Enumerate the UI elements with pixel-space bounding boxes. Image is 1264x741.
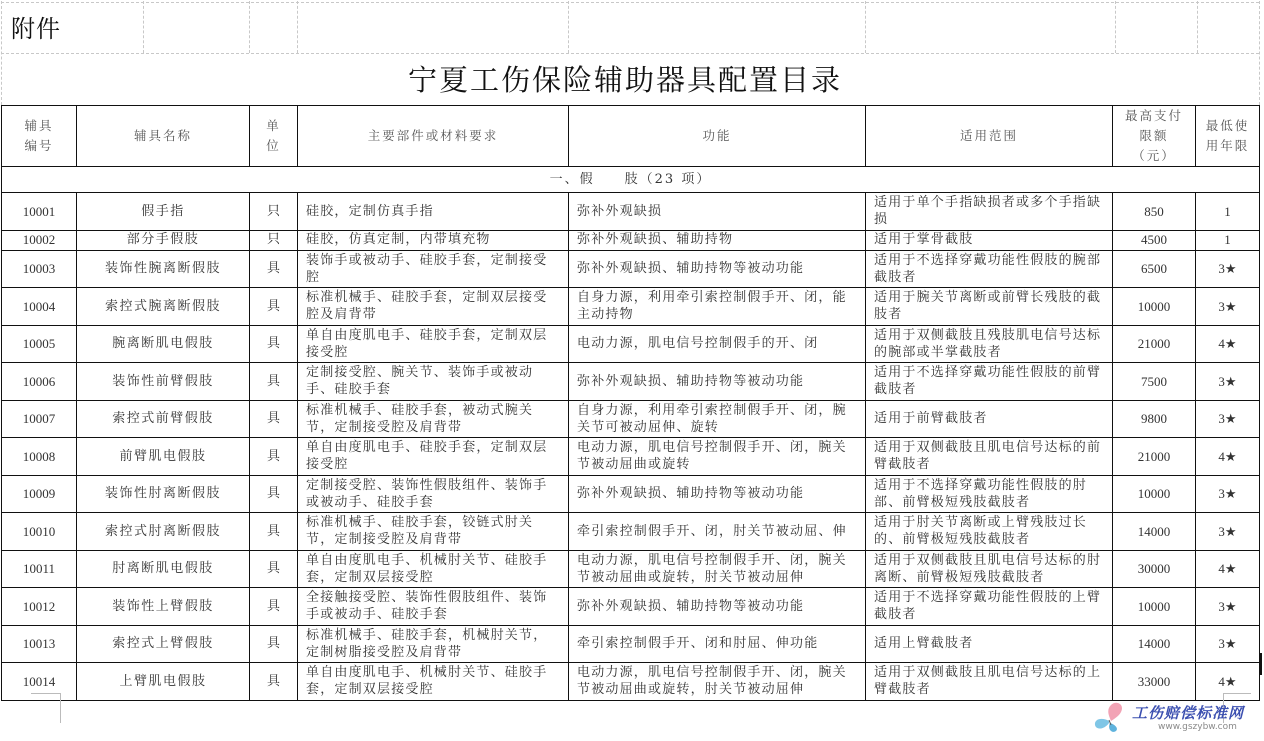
cell-unit: 具 <box>250 288 298 326</box>
table-row <box>2 475 1260 513</box>
header-label-line: 单 <box>266 118 281 133</box>
cell-name: 索控式前臂假肢 <box>77 400 250 438</box>
cell-min-years: 3★ <box>1196 400 1260 438</box>
cell-materials: 标准机械手、硅胶手套，铰链式肘关节，定制接受腔及肩背带 <box>298 513 569 551</box>
gridline <box>297 1 298 53</box>
cell-scope: 适用上臂截肢者 <box>866 625 1113 663</box>
cell-unit: 具 <box>250 400 298 438</box>
table-row <box>2 363 1260 401</box>
cell-code: 10006 <box>2 363 77 401</box>
cell-scope: 适用于不选择穿戴功能性假肢的腕部截肢者 <box>866 250 1113 288</box>
table-row <box>2 230 1260 250</box>
cell-min-years: 3★ <box>1196 288 1260 326</box>
page-corner-mark <box>1223 693 1251 694</box>
cell-max-payment: 21000 <box>1113 438 1196 476</box>
column-header-code <box>2 106 77 167</box>
header-label-line: 位 <box>266 138 281 153</box>
cell-name: 前臂肌电假肢 <box>77 438 250 476</box>
header-label-line: 限额（元） <box>1132 128 1176 163</box>
cell-scope: 适用于单个手指缺损者或多个手指缺损 <box>866 193 1113 231</box>
cell-code: 10010 <box>2 513 77 551</box>
cell-name: 部分手假肢 <box>77 230 250 250</box>
cell-name: 装饰性上臂假肢 <box>77 588 250 626</box>
cell-function: 牵引索控制假手开、闭，肘关节被动屈、伸 <box>569 513 866 551</box>
table-row <box>2 550 1260 588</box>
table-row <box>2 250 1260 288</box>
header-label-line: 最低使 <box>1205 118 1250 133</box>
table-row <box>2 625 1260 663</box>
cell-min-years: 3★ <box>1196 513 1260 551</box>
page-corner-mark <box>60 693 61 723</box>
cell-materials: 定制接受腔、腕关节、装饰手或被动手、硅胶手套 <box>298 363 569 401</box>
cell-unit: 具 <box>250 438 298 476</box>
cell-materials: 单自由度肌电手、机械肘关节、硅胶手套，定制双层接受腔 <box>298 663 569 701</box>
cell-unit: 具 <box>250 625 298 663</box>
header-label-line: 编号 <box>24 138 54 153</box>
cell-scope: 适用于双侧截肢且肌电信号达标的上臂截肢者 <box>866 663 1113 701</box>
cell-max-payment: 33000 <box>1113 663 1196 701</box>
cell-min-years: 3★ <box>1196 475 1260 513</box>
gridline <box>1259 1 1260 105</box>
text-cursor <box>1260 653 1262 675</box>
cell-unit: 具 <box>250 325 298 363</box>
cell-scope: 适用于不选择穿戴功能性假肢的上臂截肢者 <box>866 588 1113 626</box>
cell-min-years: 4★ <box>1196 325 1260 363</box>
cell-materials: 标准机械手、硅胶手套，被动式腕关节，定制接受腔及肩背带 <box>298 400 569 438</box>
cell-materials: 标准机械手、硅胶手套，定制双层接受腔及肩背带 <box>298 288 569 326</box>
page-corner-mark <box>31 693 60 694</box>
cell-scope: 适用于双侧截肢且残肢肌电信号达标的腕部或半掌截肢者 <box>866 325 1113 363</box>
cell-min-years: 4★ <box>1196 438 1260 476</box>
cell-code: 10001 <box>2 193 77 231</box>
cell-code: 10013 <box>2 625 77 663</box>
table-row <box>2 438 1260 476</box>
cell-name: 上臂肌电假肢 <box>77 663 250 701</box>
watermark-text: 工伤赔偿标准网 <box>1132 704 1245 722</box>
cell-function: 电动力源，肌电信号控制假手开、闭，腕关节被动屈曲或旋转，肘关节被动屈伸 <box>569 663 866 701</box>
column-header-scope: 适用范围 <box>866 106 1113 167</box>
cell-code: 10007 <box>2 400 77 438</box>
cell-materials: 硅胶，仿真定制，内带填充物 <box>298 230 569 250</box>
header-label-line: 辅具 <box>24 118 54 133</box>
gridline <box>1 53 1259 54</box>
cell-function: 弥补外观缺损、辅助持物等被动功能 <box>569 475 866 513</box>
table-row <box>2 663 1260 701</box>
table-row <box>2 400 1260 438</box>
cell-materials: 单自由度肌电手、硅胶手套，定制双层接受腔 <box>298 325 569 363</box>
gridline <box>249 1 250 53</box>
cell-scope: 适用于掌骨截肢 <box>866 230 1113 250</box>
cell-code: 10004 <box>2 288 77 326</box>
catalog-table <box>1 105 1260 701</box>
column-header-max-payment <box>1113 106 1196 167</box>
cell-min-years: 4★ <box>1196 663 1260 701</box>
column-header-unit <box>250 106 298 167</box>
cell-max-payment: 9800 <box>1113 400 1196 438</box>
cell-code: 10002 <box>2 230 77 250</box>
cell-materials: 标准机械手、硅胶手套，机械肘关节，定制树脂接受腔及肩背带 <box>298 625 569 663</box>
table-row <box>2 588 1260 626</box>
table-row <box>2 288 1260 326</box>
cell-materials: 单自由度肌电手、机械肘关节、硅胶手套，定制双层接受腔 <box>298 550 569 588</box>
gridline <box>1 2 1259 3</box>
cell-max-payment: 10000 <box>1113 475 1196 513</box>
cell-unit: 具 <box>250 250 298 288</box>
table-row <box>2 325 1260 363</box>
cell-function: 弥补外观缺损、辅助持物等被动功能 <box>569 588 866 626</box>
gridline <box>568 1 569 53</box>
cell-scope: 适用于前臂截肢者 <box>866 400 1113 438</box>
cell-scope: 适用于腕关节离断或前臂长残肢的截肢者 <box>866 288 1113 326</box>
cell-materials: 硅胶，定制仿真手指 <box>298 193 569 231</box>
header-label-line: 用年限 <box>1205 138 1250 153</box>
cell-materials: 定制接受腔、装饰性假肢组件、装饰手或被动手、硅胶手套 <box>298 475 569 513</box>
cell-function: 电动力源，肌电信号控制假手开、闭，腕关节被动屈曲或旋转 <box>569 438 866 476</box>
table-row <box>2 513 1260 551</box>
cell-min-years: 3★ <box>1196 363 1260 401</box>
cell-name: 腕离断肌电假肢 <box>77 325 250 363</box>
cell-unit: 具 <box>250 550 298 588</box>
cell-function: 牵引索控制假手开、闭和肘屈、伸功能 <box>569 625 866 663</box>
cell-name: 索控式肘离断假肢 <box>77 513 250 551</box>
cell-min-years: 3★ <box>1196 588 1260 626</box>
cell-name: 肘离断肌电假肢 <box>77 550 250 588</box>
cell-function: 弥补外观缺损、辅助持物等被动功能 <box>569 363 866 401</box>
cell-scope: 适用于肘关节离断或上臂残肢过长的、前臂极短残肢截肢者 <box>866 513 1113 551</box>
table-row <box>2 193 1260 231</box>
header-label-line: 最高支付 <box>1124 108 1183 123</box>
section-row <box>2 167 1260 193</box>
table-header-row <box>2 106 1260 167</box>
cell-max-payment: 14000 <box>1113 625 1196 663</box>
cell-max-payment: 14000 <box>1113 513 1196 551</box>
cell-code: 10003 <box>2 250 77 288</box>
cell-max-payment: 850 <box>1113 193 1196 231</box>
gridline <box>1115 1 1116 53</box>
column-header-name: 辅具名称 <box>77 106 250 167</box>
column-header-function: 功能 <box>569 106 866 167</box>
cell-min-years: 3★ <box>1196 625 1260 663</box>
gridline <box>143 1 144 53</box>
cell-min-years: 3★ <box>1196 250 1260 288</box>
cell-min-years: 1 <box>1196 193 1260 231</box>
cell-unit: 具 <box>250 475 298 513</box>
cell-function: 电动力源，肌电信号控制假手开、闭，腕关节被动屈曲或旋转，肘关节被动屈伸 <box>569 550 866 588</box>
cell-max-payment: 21000 <box>1113 325 1196 363</box>
cell-name: 装饰性腕离断假肢 <box>77 250 250 288</box>
cell-materials: 装饰手或被动手、硅胶手套，定制接受腔 <box>298 250 569 288</box>
cell-max-payment: 30000 <box>1113 550 1196 588</box>
cell-max-payment: 10000 <box>1113 588 1196 626</box>
cell-name: 假手指 <box>77 193 250 231</box>
cell-unit: 具 <box>250 663 298 701</box>
cell-code: 10005 <box>2 325 77 363</box>
page-title: 宁夏工伤保险辅助器具配置目录 <box>407 63 842 97</box>
cell-unit: 具 <box>250 588 298 626</box>
gridline <box>1197 1 1198 53</box>
cell-function: 弥补外观缺损 <box>569 193 866 231</box>
column-header-materials: 主要部件或材料要求 <box>298 106 569 167</box>
cell-function: 自身力源，利用牵引索控制假手开、闭，能主动持物 <box>569 288 866 326</box>
gridline <box>865 1 866 53</box>
cell-scope: 适用于不选择穿戴功能性假肢的前臂截肢者 <box>866 363 1113 401</box>
cell-name: 索控式腕离断假肢 <box>77 288 250 326</box>
cell-function: 弥补外观缺损、辅助持物 <box>569 230 866 250</box>
cell-min-years: 4★ <box>1196 550 1260 588</box>
cell-code: 10011 <box>2 550 77 588</box>
cell-max-payment: 7500 <box>1113 363 1196 401</box>
cell-unit: 只 <box>250 193 298 231</box>
cell-unit: 具 <box>250 363 298 401</box>
cell-unit: 只 <box>250 230 298 250</box>
cell-code: 10008 <box>2 438 77 476</box>
section-heading: 一、假 肢（23 项） <box>2 167 1260 193</box>
cell-scope: 适用于双侧截肢且肌电信号达标的前臂截肢者 <box>866 438 1113 476</box>
cell-max-payment: 6500 <box>1113 250 1196 288</box>
cell-unit: 具 <box>250 513 298 551</box>
cell-max-payment: 4500 <box>1113 230 1196 250</box>
cell-function: 电动力源，肌电信号控制假手的开、闭 <box>569 325 866 363</box>
cell-scope: 适用于双侧截肢且肌电信号达标的肘离断、前臂极短残肢截肢者 <box>866 550 1113 588</box>
cell-materials: 单自由度肌电手、硅胶手套，定制双层接受腔 <box>298 438 569 476</box>
cell-materials: 全接触接受腔、装饰性假肢组件、装饰手或被动手、硅胶手套 <box>298 588 569 626</box>
cell-max-payment: 10000 <box>1113 288 1196 326</box>
cell-code: 10014 <box>2 663 77 701</box>
cell-name: 装饰性前臂假肢 <box>77 363 250 401</box>
cell-name: 装饰性肘离断假肢 <box>77 475 250 513</box>
watermark-url: www.gszybw.com <box>1158 722 1237 732</box>
cell-code: 10009 <box>2 475 77 513</box>
watermark <box>1090 700 1262 738</box>
cell-min-years: 1 <box>1196 230 1260 250</box>
cell-name: 索控式上臂假肢 <box>77 625 250 663</box>
cell-function: 弥补外观缺损、辅助持物等被动功能 <box>569 250 866 288</box>
column-header-min-years <box>1196 106 1260 167</box>
cell-code: 10012 <box>2 588 77 626</box>
cell-function: 自身力源，利用牵引索控制假手开、闭，腕关节可被动屈伸、旋转 <box>569 400 866 438</box>
butterfly-heart-icon <box>1092 701 1128 735</box>
cell-scope: 适用于不选择穿戴功能性假肢的肘部、前臂极短残肢截肢者 <box>866 475 1113 513</box>
attachment-label: 附件 <box>11 15 61 43</box>
